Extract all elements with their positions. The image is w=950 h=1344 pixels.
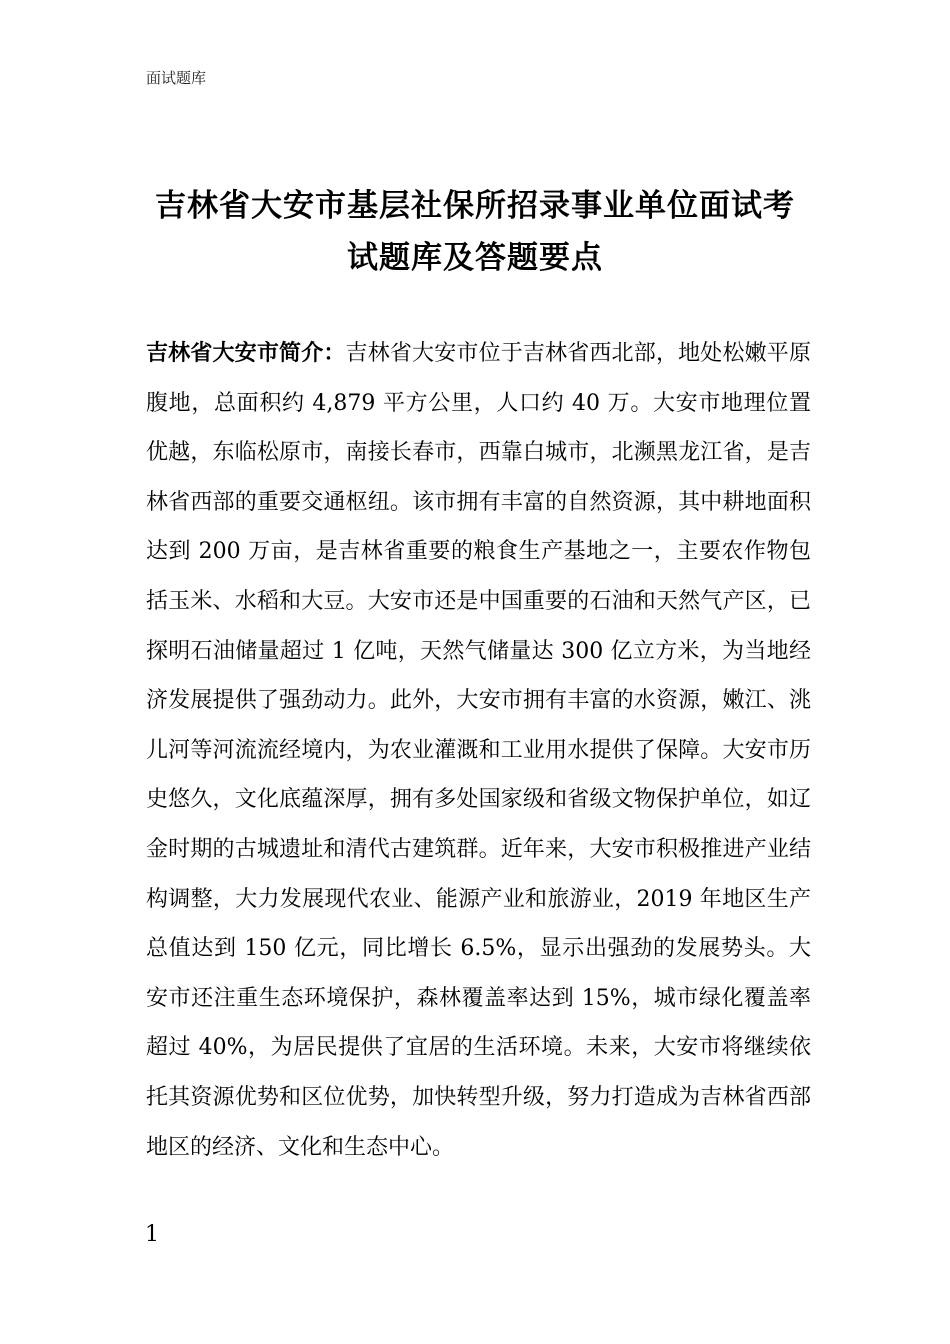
intro-paragraph	[146, 329, 811, 1172]
document-title	[140, 180, 810, 284]
page-number: 1	[145, 1222, 159, 1247]
title-line-2: 试题库及答题要点	[347, 240, 603, 276]
intro-body: 吉林省大安市位于吉林省西北部，地处松嫩平原腹地，总面积约 4,879 平方公里，人口约 40 万。大安市地理位置优越，东临松原市，南接长春市，西靠白城市，北濒黑龙江省，是吉林省西部的重要交通枢纽。该市拥有丰富的自然资源，其中耕地面积达到 200 万亩，是吉林省重要的粮食生产基地之一，主要农作物包括玉米、水稻和大豆。大安市还是中国重要的石油和天然气产区，已探明石油储量超过 1 亿吨，天然气储量达 300 亿立方米，为当地经济发展提供了强劲动力。此外，大安市拥有丰富的水资源，嫩江、洮儿河等河流流经境内，为农业灌溉和工业用水提供了保障。大安市历史悠久，文化底蕴深厚，拥有多处国家级和省级文物保护单位，如辽金时期的古城遗址和清代古建筑群。近年来，大安市积极推进产业结构调整，大力发展现代农业、能源产业和旅游业，2019 年地区生产总值达到 150 亿元，同比增长 6.5%，显示出强劲的发展势头。大安市还注重生态环境保护，森林覆盖率达到 15%，城市绿化覆盖率超过 40%，为居民提供了宜居的生活环境。未来，大安市将继续依托其资源优势和区位优势，加快转型升级，努力打造成为吉林省西部地区的经济、文化和生态中心。	[146, 341, 811, 1160]
intro-lead: 吉林省大安市简介：	[146, 341, 346, 366]
title-line-1: 吉林省大安市基层社保所招录事业单位面试考	[155, 188, 795, 224]
running-header: 面试题库	[146, 69, 207, 87]
